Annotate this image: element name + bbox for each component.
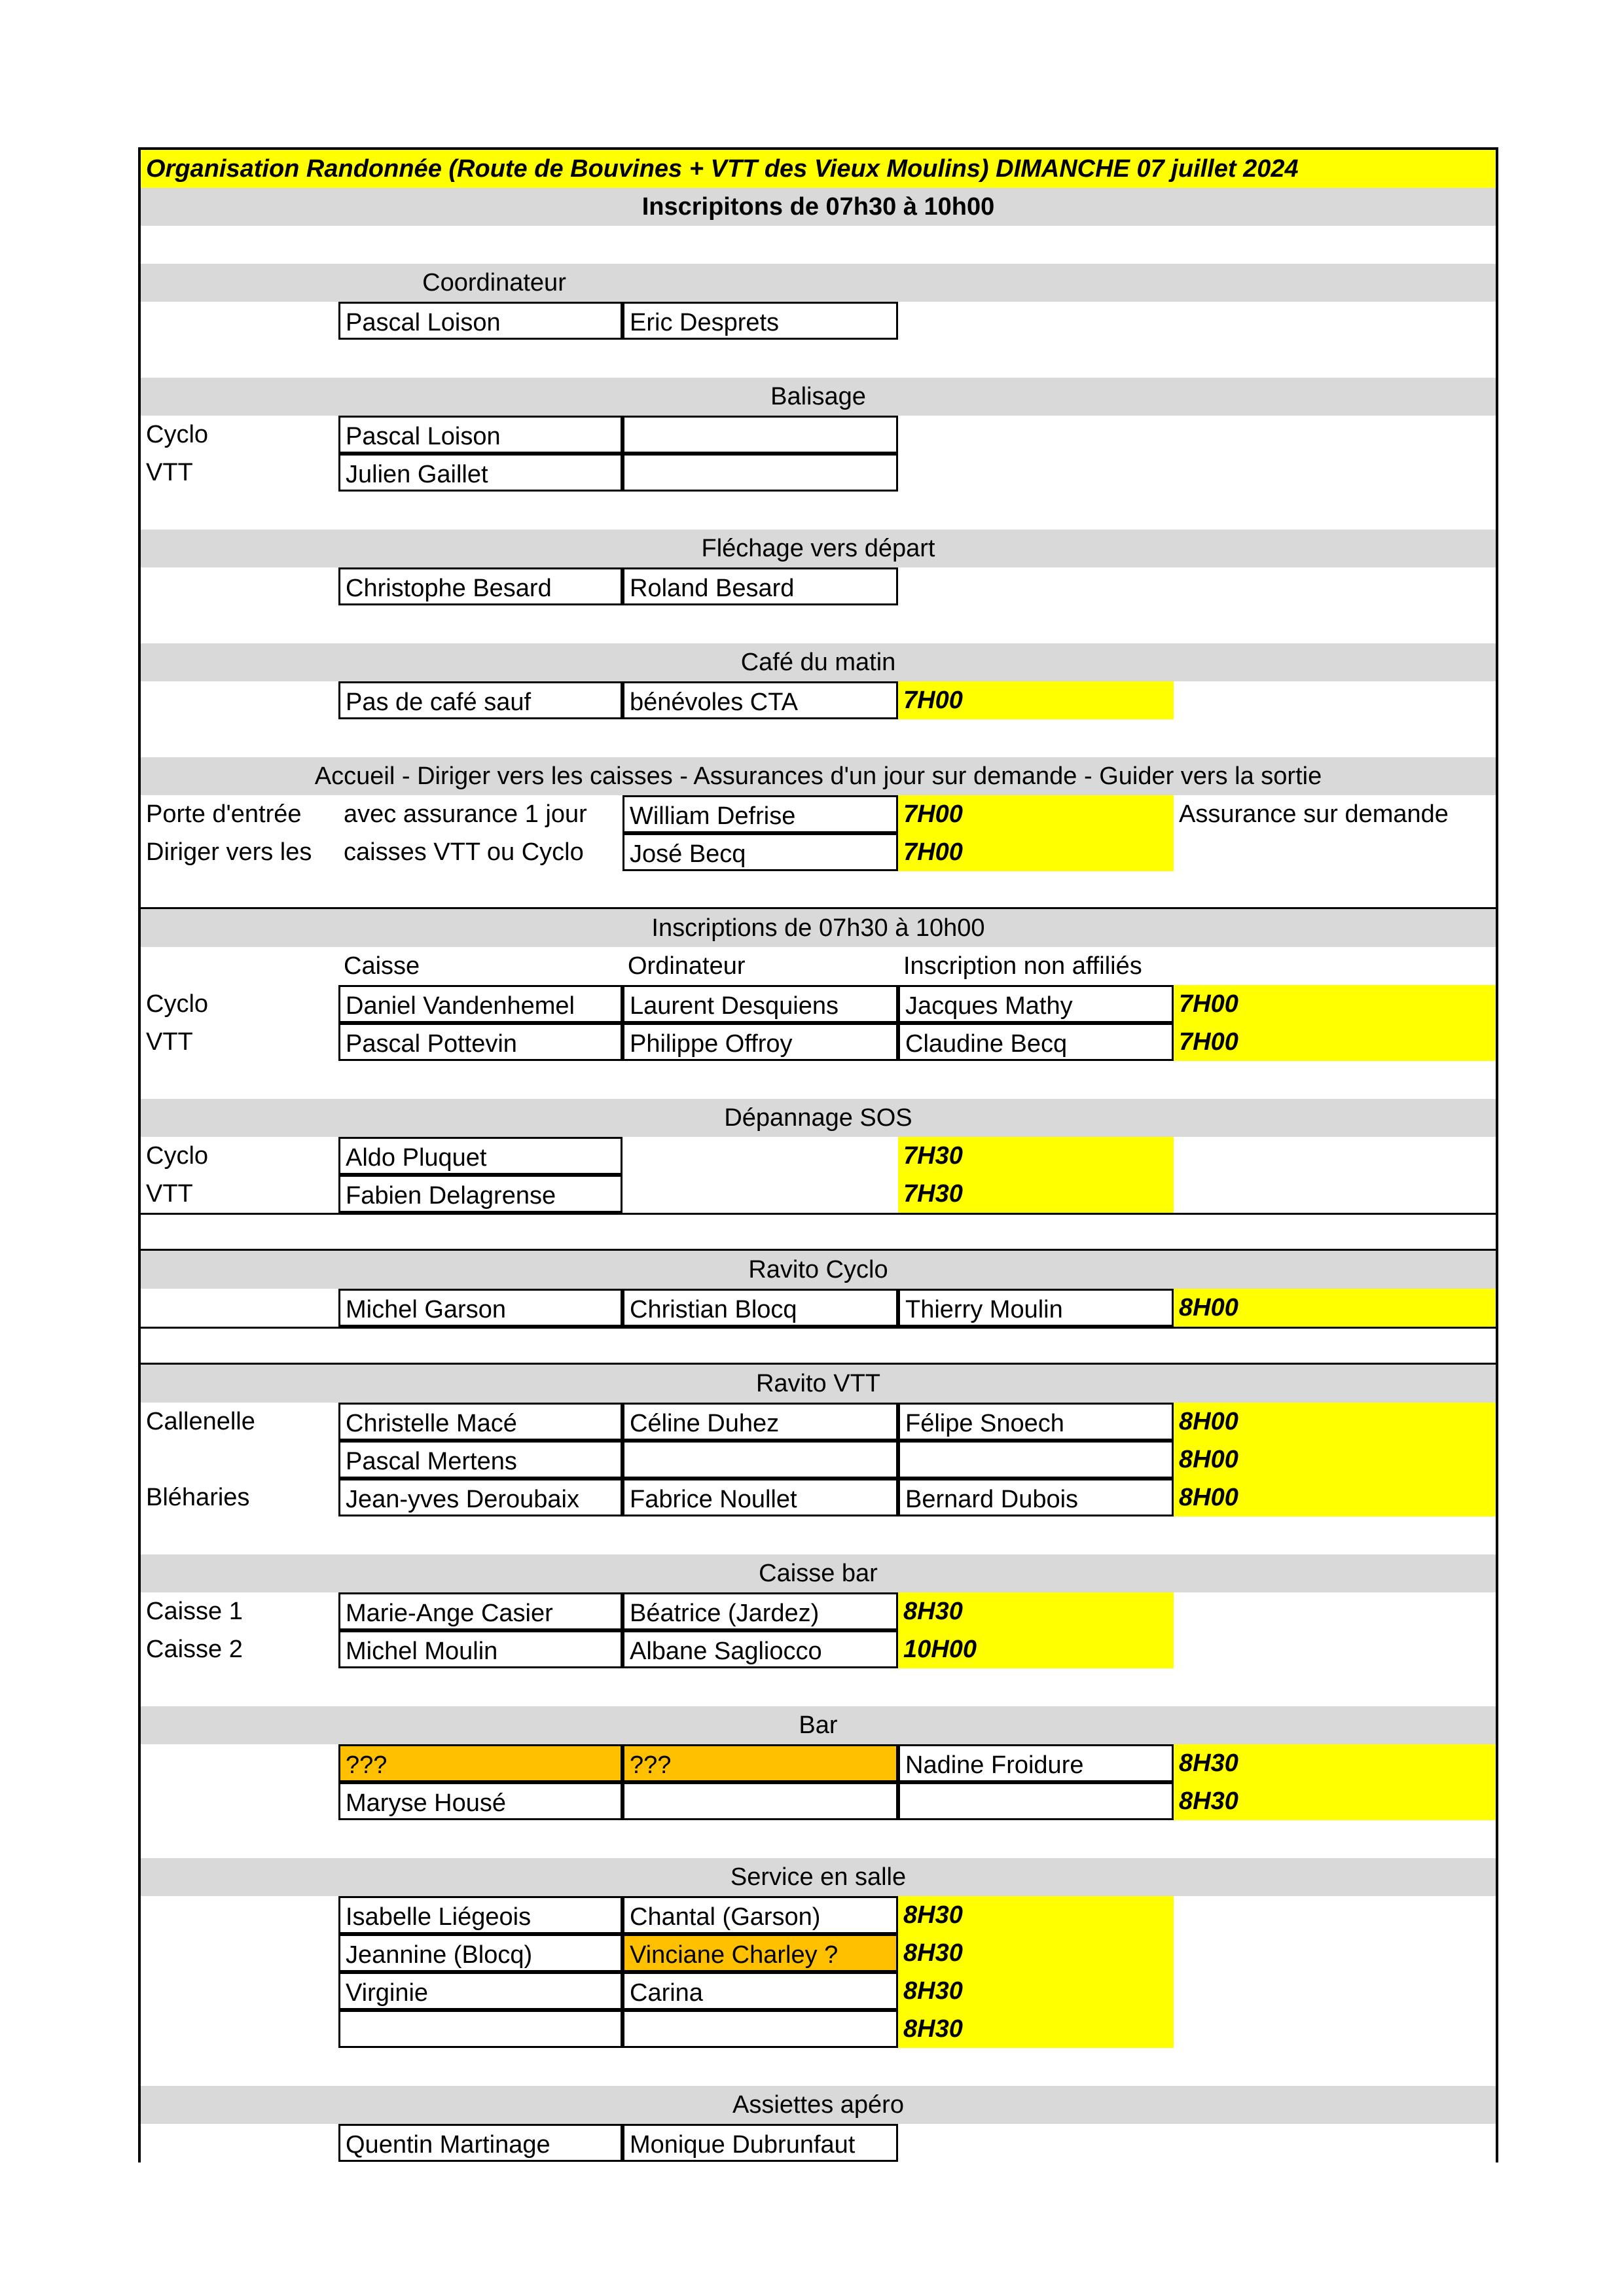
row-label: Cyclo: [146, 421, 209, 448]
time-badge: 8H30: [898, 2010, 1174, 2048]
section-title-cafe: Café du matin: [740, 649, 896, 676]
assiettes-name: Monique Dubrunfaut: [623, 2124, 898, 2162]
row-label: Cyclo: [146, 990, 209, 1018]
section-title-accueil: Accueil - Diriger vers les caisses - Assurances d'un jour sur demande - Guider vers la sortie: [314, 762, 1322, 790]
divider: [141, 1213, 1496, 1215]
service-name: Virginie: [338, 1972, 623, 2010]
bar-name-unassigned: ???: [338, 1744, 623, 1782]
inscription-name: Jacques Mathy: [898, 985, 1174, 1023]
section-title-balisage: Balisage: [770, 383, 866, 410]
inscription-name: Daniel Vandenhemel: [338, 985, 623, 1023]
time-badge: 7H00: [1174, 985, 1496, 1023]
service-name: Jeannine (Blocq): [338, 1934, 623, 1972]
page-title: Organisation Randonnée (Route de Bouvines + VTT des Vieux Moulins) DIMANCHE 07 juillet 2024: [146, 155, 1299, 183]
bar-name-unassigned: ???: [623, 1744, 898, 1782]
time-badge: 8H00: [1174, 1289, 1496, 1327]
time-badge: 7H30: [898, 1137, 1174, 1175]
bar-name: Maryse Housé: [338, 1782, 623, 1820]
section-title-caisse-bar: Caisse bar: [759, 1560, 878, 1587]
section-title-ravito-vtt: Ravito VTT: [755, 1370, 881, 1397]
row-label: Caisse 2: [146, 1636, 243, 1663]
row-label: VTT: [146, 459, 193, 486]
time-badge: 7H00: [898, 681, 1174, 719]
time-badge: 8H30: [1174, 1782, 1496, 1820]
accueil-name: William Defrise: [623, 795, 898, 833]
time-badge: 8H30: [898, 1934, 1174, 1972]
ravito-vtt-name: Pascal Mertens: [338, 1441, 623, 1479]
column-header: Ordinateur: [628, 952, 746, 980]
row-label: Caisse 1: [146, 1598, 243, 1625]
row-label: avec assurance 1 jour: [344, 800, 587, 828]
service-name: Isabelle Liégeois: [338, 1896, 623, 1934]
caisse-bar-name: Marie-Ange Casier: [338, 1592, 623, 1630]
section-title-flechage: Fléchage vers départ: [701, 535, 935, 562]
inscription-name: Pascal Pottevin: [338, 1023, 623, 1061]
balisage-name: Julien Gaillet: [338, 454, 623, 492]
time-badge: 8H00: [1174, 1441, 1496, 1479]
time-badge: 8H30: [898, 1592, 1174, 1630]
column-header: Inscription non affiliés: [903, 952, 1142, 980]
service-name: Carina: [623, 1972, 898, 2010]
section-title-service: Service en salle: [730, 1863, 907, 1891]
flechage-name-2: Roland Besard: [623, 567, 898, 605]
service-name: Chantal (Garson): [623, 1896, 898, 1934]
ravito-cyclo-name: Christian Blocq: [623, 1289, 898, 1327]
empty-cell: [898, 1782, 1174, 1820]
section-title-coordinateur: Coordinateur: [422, 269, 566, 296]
time-badge: 10H00: [898, 1630, 1174, 1668]
ravito-vtt-name: Céline Duhez: [623, 1403, 898, 1441]
time-badge: 7H00: [1174, 1023, 1496, 1061]
row-label: Diriger vers les: [146, 838, 312, 866]
flechage-name-1: Christophe Besard: [338, 567, 623, 605]
caisse-bar-name: Béatrice (Jardez): [623, 1592, 898, 1630]
section-title-assiettes: Assiettes apéro: [732, 2091, 904, 2119]
row-label: Porte d'entrée: [146, 800, 302, 828]
inscription-name: Philippe Offroy: [623, 1023, 898, 1061]
accueil-note: Assurance sur demande: [1179, 800, 1449, 828]
depannage-name: Fabien Delagrense: [338, 1175, 623, 1213]
time-badge: 8H30: [898, 1896, 1174, 1934]
column-header: Caisse: [344, 952, 420, 980]
ravito-vtt-name: Christelle Macé: [338, 1403, 623, 1441]
row-label: VTT: [146, 1028, 193, 1056]
section-title-ravito-cyclo: Ravito Cyclo: [748, 1256, 888, 1283]
bar-name: Nadine Froidure: [898, 1744, 1174, 1782]
cafe-name-2: bénévoles CTA: [623, 681, 898, 719]
depannage-name: Aldo Pluquet: [338, 1137, 623, 1175]
time-badge: 8H00: [1174, 1479, 1496, 1516]
ravito-vtt-name: Fabrice Noullet: [623, 1479, 898, 1516]
row-label: Cyclo: [146, 1142, 209, 1170]
schedule-sheet: [138, 147, 1498, 2162]
accueil-name: José Becq: [623, 833, 898, 871]
empty-cell: [623, 2010, 898, 2048]
time-badge: 8H30: [1174, 1744, 1496, 1782]
page-subtitle: Inscripitons de 07h30 à 10h00: [641, 193, 995, 221]
ravito-vtt-name: Félipe Snoech: [898, 1403, 1174, 1441]
service-name-tentative: Vinciane Charley ?: [623, 1934, 898, 1972]
caisse-bar-name: Albane Sagliocco: [623, 1630, 898, 1668]
empty-cell: [623, 416, 898, 454]
row-label: caisses VTT ou Cyclo: [344, 838, 584, 866]
row-label: Bléharies: [146, 1484, 250, 1511]
ravito-cyclo-name: Thierry Moulin: [898, 1289, 1174, 1327]
empty-cell: [898, 1441, 1174, 1479]
balisage-name: Pascal Loison: [338, 416, 623, 454]
divider: [141, 1327, 1496, 1329]
time-badge: 7H00: [898, 795, 1174, 833]
row-label: Callenelle: [146, 1408, 255, 1435]
cafe-name-1: Pas de café sauf: [338, 681, 623, 719]
caisse-bar-name: Michel Moulin: [338, 1630, 623, 1668]
time-badge: 7H00: [898, 833, 1174, 871]
time-badge: 7H30: [898, 1175, 1174, 1213]
section-title-inscriptions: Inscriptions de 07h30 à 10h00: [651, 914, 985, 942]
coordinateur-name-2: Eric Desprets: [623, 302, 898, 340]
inscription-name: Claudine Becq: [898, 1023, 1174, 1061]
ravito-cyclo-name: Michel Garson: [338, 1289, 623, 1327]
empty-cell: [623, 454, 898, 492]
inscription-name: Laurent Desquiens: [623, 985, 898, 1023]
empty-cell: [623, 1441, 898, 1479]
empty-cell: [623, 1782, 898, 1820]
row-label: VTT: [146, 1180, 193, 1208]
coordinateur-name-1: Pascal Loison: [338, 302, 623, 340]
time-badge: 8H00: [1174, 1403, 1496, 1441]
ravito-vtt-name: Bernard Dubois: [898, 1479, 1174, 1516]
time-badge: 8H30: [898, 1972, 1174, 2010]
ravito-vtt-name: Jean-yves Deroubaix: [338, 1479, 623, 1516]
empty-cell: [338, 2010, 623, 2048]
assiettes-name: Quentin Martinage: [338, 2124, 623, 2162]
section-title-depannage: Dépannage SOS: [724, 1104, 912, 1132]
section-title-bar: Bar: [799, 1712, 838, 1739]
